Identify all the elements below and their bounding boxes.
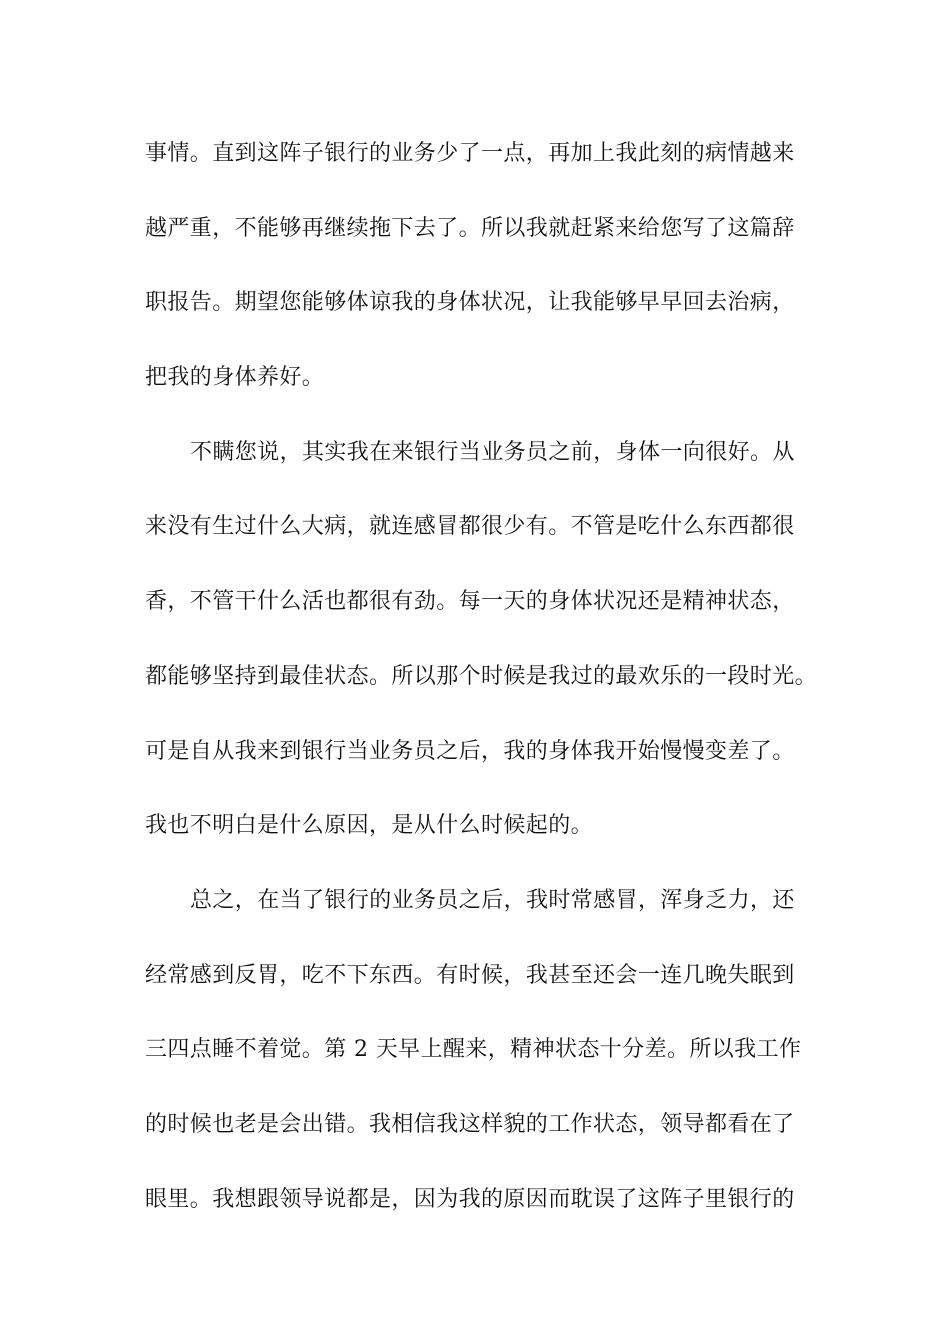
text-line-13: 三四点睡不着觉。第 2 天早上醒来，精神状态十分差。所以我工作 [145,1037,802,1063]
text-line-10: 我也不明白是什么原因，是从什么时候起的。 [145,813,594,839]
text-line-14: 的时候也老是会出错。我相信我这样貌的工作状态，领导都看在了 [145,1111,795,1137]
text-line-2: 越严重，不能够再继续拖下去了。所以我就赶紧来给您写了这篇辞 [145,215,795,241]
text-line-3: 职报告。期望您能够体谅我的身体状况，让我能够早早回去治病， [145,290,795,316]
text-line-11: 总之，在当了银行的业务员之后，我时常感冒，浑身乏力，还 [190,887,795,913]
text-line-12: 经常感到反胃，吃不下东西。有时候，我甚至还会一连几晚失眠到 [145,962,795,988]
text-line-7: 香，不管干什么活也都很有劲。每一天的身体状况还是精神状态， [145,589,795,615]
document-body [145,132,825,1252]
text-line-4: 把我的身体养好。 [145,365,325,391]
text-line-15: 眼里。我想跟领导说都是，因为我的原因而耽误了这阵子里银行的 [145,1186,795,1212]
text-line-8: 都能够坚持到最佳状态。所以那个时候是我过的最欢乐的一段时光。 [145,663,818,689]
text-line-6: 来没有生过什么大病，就连感冒都很少有。不管是吃什么东西都很 [145,514,795,540]
text-line-9: 可是自从我来到银行当业务员之后，我的身体我开始慢慢变差了。 [145,738,795,764]
text-line-5: 不瞒您说，其实我在来银行当业务员之前，身体一向很好。从 [190,439,795,465]
text-line-1: 事情。直到这阵子银行的业务少了一点，再加上我此刻的病情越来 [145,141,795,166]
